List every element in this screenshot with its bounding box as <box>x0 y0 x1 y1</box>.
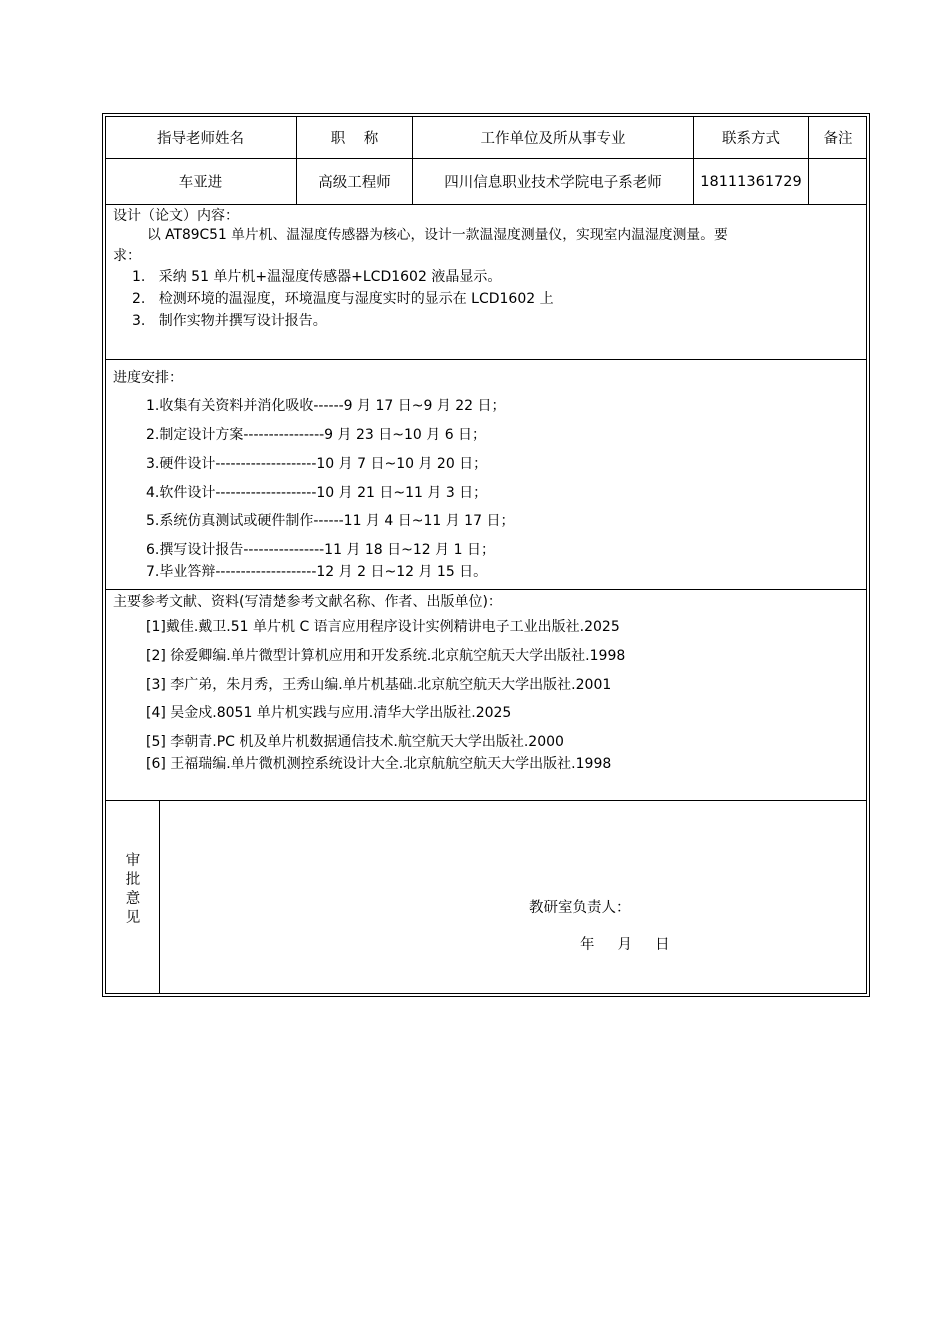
date-label: 年 月 日 <box>580 937 670 953</box>
schedule-heading: 进度安排： <box>113 370 183 386</box>
header-unit: 工作单位及所从事专业 <box>480 130 626 147</box>
schedule-item: 7.毕业答辩--------------------12 月 2 日~12 月 15 日。 <box>146 564 488 580</box>
schedule-item: 1.收集有关资料并消化吸收------9 月 17 日~9 月 22 日； <box>146 398 506 414</box>
design-heading: 设计（论文）内容： <box>113 208 239 224</box>
approval-label-char: 批 <box>125 872 141 888</box>
approval-label-char: 见 <box>125 910 141 926</box>
header-teacher-name: 指导老师姓名 <box>157 130 244 147</box>
reference-item: [1]戴佳.戴卫.51 单片机 C 语言应用程序设计实例精讲电子工业出版社.2025 <box>146 619 620 635</box>
reference-item: [6] 王福瑞编.单片微机测控系统设计大全.北京航航空航天大学出版社.1998 <box>146 756 612 772</box>
schedule-item: 2.制定设计方案----------------9 月 23 日~10 月 6 日； <box>146 427 487 443</box>
design-item: 1. 采纳 51 单片机+温湿度传感器+LCD1602 液晶显示。 <box>132 269 502 285</box>
approval-label-char: 意 <box>125 891 141 907</box>
design-intro-line1: 以 AT89C51 单片机、温湿度传感器为核心，设计一款温湿度测量仪，实现室内温湿度测量。要 <box>147 227 728 243</box>
header-title: 职 称 <box>330 130 379 147</box>
reference-item: [3] 李广弟，朱月秀，王秀山编.单片机基础.北京航空航天大学出版社.2001 <box>146 677 612 693</box>
schedule-item: 5.系统仿真测试或硬件制作------11 月 4 日~11 月 17 日； <box>146 513 515 529</box>
teacher-remark <box>809 159 867 204</box>
row-divider <box>105 589 867 590</box>
references-heading: 主要参考文献、资料(写清楚参考文献名称、作者、出版单位)： <box>113 594 502 610</box>
header-remark: 备注 <box>823 130 853 147</box>
teacher-contact: 18111361729 <box>700 173 802 190</box>
row-divider <box>105 359 867 360</box>
reference-item: [4] 吴金戍.8051 单片机实践与应用.清华大学出版社.2025 <box>146 705 512 721</box>
schedule-item: 3.硬件设计--------------------10 月 7 日~10 月 20 日； <box>146 456 488 472</box>
schedule-item: 6.撰写设计报告----------------11 月 18 日~12 月 1 日； <box>146 542 495 558</box>
header-contact: 联系方式 <box>722 130 780 147</box>
approval-label-char: 审 <box>125 853 141 869</box>
teacher-unit: 四川信息职业技术学院电子系老师 <box>444 175 662 191</box>
teacher-title: 高级工程师 <box>318 175 391 191</box>
design-intro-line2: 求： <box>113 248 141 264</box>
teacher-name: 车亚进 <box>178 175 223 191</box>
reference-item: [2] 徐爱卿编.单片微型计算机应用和开发系统.北京航空航天大学出版社.1998 <box>146 648 626 664</box>
row-divider <box>105 204 867 205</box>
design-item: 3. 制作实物并撰写设计报告。 <box>132 313 327 329</box>
reference-item: [5] 李朝青.PC 机及单片机数据通信技术.航空航天大学出版社.2000 <box>146 734 564 750</box>
design-item: 2. 检测环境的温湿度，环境温度与湿度实时的显示在 LCD1602 上 <box>132 291 554 307</box>
signer-label: 教研室负责人： <box>529 900 631 916</box>
row-divider <box>105 800 867 801</box>
column-divider <box>159 800 160 994</box>
schedule-item: 4.软件设计--------------------10 月 21 日~11 月 3 日； <box>146 485 488 501</box>
